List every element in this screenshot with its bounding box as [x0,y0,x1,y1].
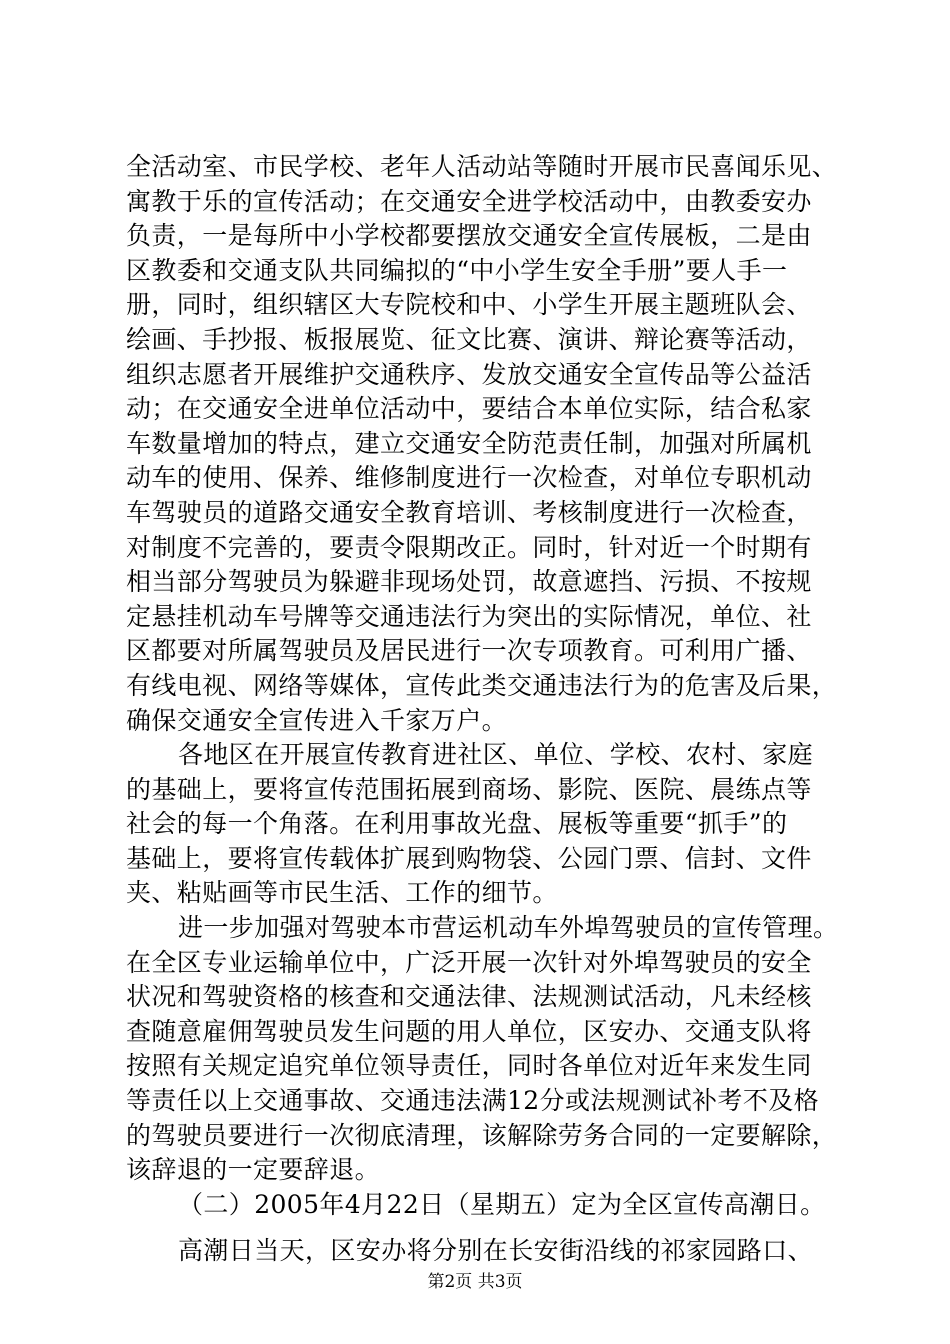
document-body [126,150,839,1269]
body-text-line: 基础上，要将宣传载体扩展到购物袋、公园门票、信封、文件 [126,843,812,873]
body-text-line: 有线电视、网络等媒体，宣传此类交通违法行为的危害及后果， [126,670,838,700]
body-text-line: 社会的每一个角落。在利用事故光盘、展板等重要“抓手”的 [126,809,788,839]
body-text-line: 状况和驾驶资格的核查和交通法律、法规测试活动，凡未经核 [126,982,812,1012]
body-text-line: 区都要对所属驾驶员及居民进行一次专项教育。可利用广播、 [126,636,812,666]
body-text-line: 负责，一是每所中小学校都要摆放交通安全宣传展板，二是由 [126,221,812,251]
body-text-line: 对制度不完善的，要责令限期改正。同时，针对近一个时期有 [126,532,812,562]
body-text-line: 的驾驶员要进行一次彻底清理，该解除劳务合同的一定要解除， [126,1120,838,1150]
body-text-line: 册，同时，组织辖区大专院校和中、小学生开展主题班队会、 [126,290,812,320]
page-footer: 第2页 共3页 [427,1272,523,1292]
body-text-line: 夹、粘贴画等市民生活、工作的细节。 [126,878,558,908]
body-text-line: 该辞退的一定要辞退。 [126,1155,381,1185]
body-text-line: 车数量增加的特点，建立交通安全防范责任制，加强对所属机 [126,428,812,458]
body-text-line: 查随意雇佣驾驶员发生问题的用人单位，区安办、交通支队将 [126,1016,812,1046]
body-text-line: （二）2005年4月22日（星期五）定为全区宣传高潮日。 [178,1189,826,1219]
body-text-line: 定悬挂机动车号牌等交通违法行为突出的实际情况，单位、社 [126,601,812,631]
body-text-line: 高潮日当天，区安办将分别在长安街沿线的祁家园路口、 [178,1236,814,1266]
body-text-line: 按照有关规定追究单位领导责任，同时各单位对近年来发生同 [126,1051,812,1081]
body-text-line: 动；在交通安全进单位活动中，要结合本单位实际，结合私家 [126,394,812,424]
body-text-line: 各地区在开展宣传教育进社区、单位、学校、农村、家庭 [178,740,814,770]
body-text-line: 动车的使用、保养、维修制度进行一次检查，对单位专职机动 [126,463,812,493]
body-text-line: 的基础上，要将宣传范围拓展到商场、影院、医院、晨练点等 [126,774,812,804]
body-text-line: 进一步加强对驾驶本市营运机动车外埠驾驶员的宣传管理。 [178,913,839,943]
body-text-line: 绘画、手抄报、板报展览、征文比赛、演讲、辩论赛等活动， [126,324,812,354]
body-text-line: 车驾驶员的道路交通安全教育培训、考核制度进行一次检查， [126,497,812,527]
body-text-line: 寓教于乐的宣传活动；在交通安全进学校活动中，由教委安办 [126,186,812,216]
body-text-line: 确保交通安全宣传进入千家万户。 [126,705,508,735]
body-text-line: 等责任以上交通事故、交通违法满12分或法规测试补考不及格 [126,1086,820,1116]
body-text-line: 相当部分驾驶员为躲避非现场处罚，故意遮挡、污损、不按规 [126,567,812,597]
paragraph-gap [126,1222,830,1234]
body-text-line: 在全区专业运输单位中，广泛开展一次针对外埠驾驶员的安全 [126,947,812,977]
body-text-line: 组织志愿者开展维护交通秩序、发放交通安全宣传品等公益活 [126,359,812,389]
body-text-line: 区教委和交通支队共同编拟的“中小学生安全手册”要人手一 [126,255,788,285]
body-text-line: 全活动室、市民学校、老年人活动站等随时开展市民喜闻乐见、 [126,152,838,181]
